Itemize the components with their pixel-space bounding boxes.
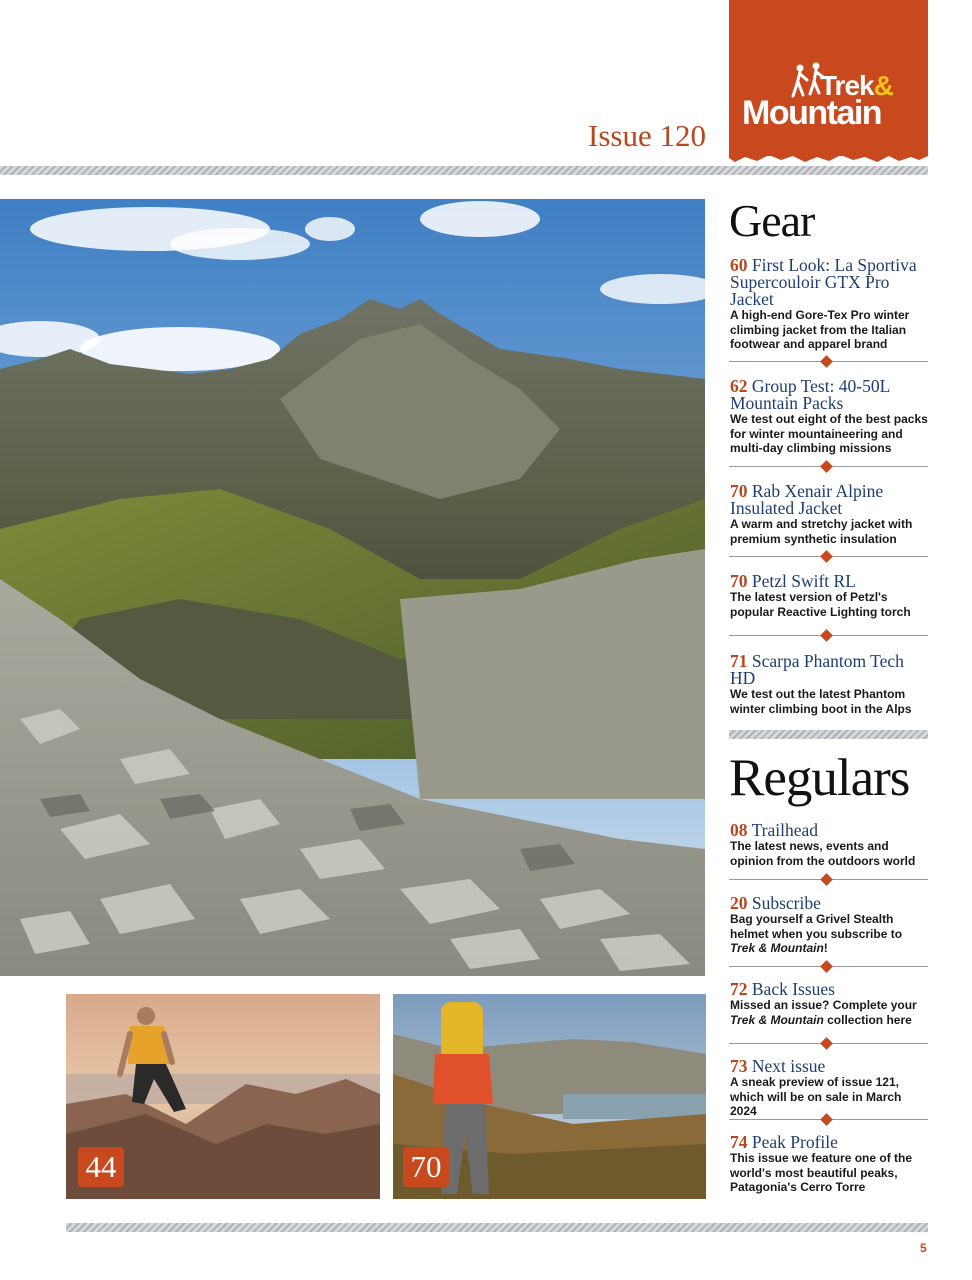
entry-description: A high-end Gore-Tex Pro winter climbing jacket from the Italian footwear and apparel brand (730, 308, 910, 351)
logo-wordmark-mountain: Mountain (742, 94, 882, 132)
entry-description: Bag yourself a Grivel Stealth helmet when you subscribe to Trek & Mountain! (730, 912, 903, 955)
logo-wordmark-trek: Trek& (820, 70, 893, 101)
gear-entry-la-sportiva[interactable] (730, 257, 928, 352)
page-badge-70: 70 (403, 1147, 449, 1187)
regular-entry-subscribe[interactable] (730, 895, 928, 956)
main-mountain-photo (0, 199, 705, 976)
top-hatched-rule (0, 166, 928, 175)
entry-description: This issue we feature one of the world's most beautiful peaks, Patagonia's Cerro Torre (730, 1151, 913, 1194)
entry-separator (729, 1114, 928, 1126)
entry-description: A sneak preview of issue 121, which will be on sale in March 2024 (730, 1075, 902, 1118)
issue-number-title: Issue 120 (588, 118, 706, 153)
entry-separator (729, 874, 928, 886)
diamond-icon (820, 1037, 833, 1050)
entry-description: A warm and stretchy jacket with premium synthetic insulation (730, 517, 913, 546)
gear-entry-petzl-swift[interactable] (730, 573, 928, 619)
bottom-hatched-rule (66, 1223, 928, 1232)
diamond-icon (820, 629, 833, 642)
diamond-icon (820, 960, 833, 973)
page-badge-44: 44 (78, 1147, 124, 1187)
entry-separator (729, 630, 928, 642)
regular-entry-peak-profile[interactable] (730, 1134, 928, 1195)
entry-description: The latest version of Petzl's popular Reactive Lighting torch (730, 590, 911, 619)
regulars-section-heading: Regulars (729, 749, 910, 807)
diamond-icon (820, 873, 833, 886)
entry-separator (729, 551, 928, 563)
entry-title: 60 First Look: La Sportiva Supercouloir GTX Pro Jacket (730, 255, 917, 309)
regular-entry-trailhead[interactable] (730, 822, 928, 868)
diamond-icon (820, 1113, 833, 1126)
gear-section-heading: Gear (729, 195, 815, 246)
entry-title: 70 Rab Xenair Alpine Insulated Jacket (730, 481, 884, 518)
entry-title: 62 Group Test: 40-50L Mountain Packs (730, 376, 890, 413)
gear-entry-mountain-packs[interactable] (730, 378, 928, 456)
diamond-icon (820, 550, 833, 563)
entry-title: 74 Peak Profile (730, 1132, 838, 1152)
mid-hatched-rule (729, 730, 928, 739)
entry-description: We test out the latest Phantom winter climbing boot in the Alps (730, 687, 912, 716)
gear-entry-rab-xenair[interactable] (730, 483, 928, 546)
entry-description: Missed an issue? Complete your Trek & Mountain collection here (730, 998, 917, 1027)
entry-description: We test out eight of the best packs for winter mountaineering and multi-day climbing missions (730, 412, 928, 455)
entry-separator (729, 961, 928, 973)
entry-separator (729, 356, 928, 368)
diamond-icon (820, 460, 833, 473)
entry-title: 72 Back Issues (730, 979, 835, 999)
entry-separator (729, 461, 928, 473)
entry-title: 73 Next issue (730, 1056, 826, 1076)
entry-title: 20 Subscribe (730, 893, 821, 913)
gear-entry-scarpa-phantom[interactable] (730, 653, 928, 716)
entry-description: The latest news, events and opinion from the outdoors world (730, 839, 916, 868)
page-number: 5 (920, 1241, 927, 1255)
diamond-icon (820, 355, 833, 368)
entry-title: 71 Scarpa Phantom Tech HD (730, 651, 904, 688)
entry-title: 08 Trailhead (730, 820, 818, 840)
regular-entry-back-issues[interactable] (730, 981, 928, 1027)
entry-separator (729, 1038, 928, 1050)
regular-entry-next-issue[interactable] (730, 1058, 928, 1119)
torn-edge-decoration (729, 152, 928, 164)
entry-title: 70 Petzl Swift RL (730, 571, 856, 591)
